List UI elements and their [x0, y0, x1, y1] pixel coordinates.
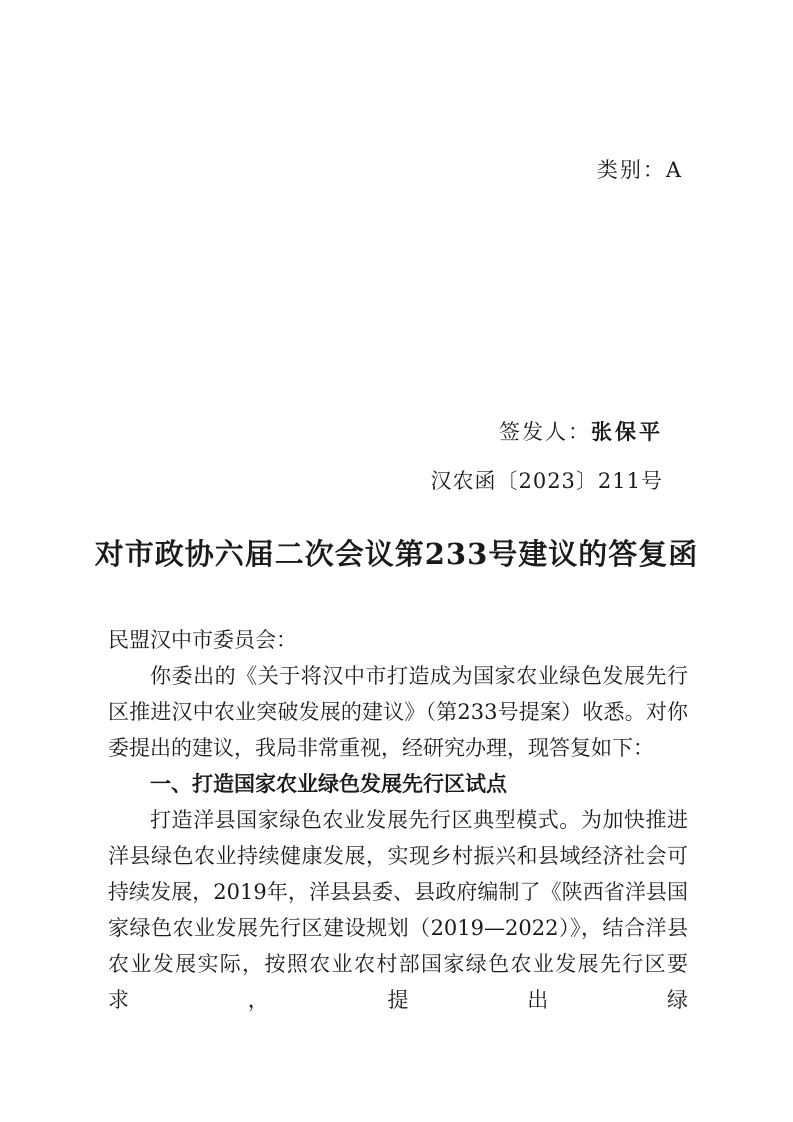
document-title: 对市政协六届二次会议第233号建议的答复函 — [94, 537, 699, 571]
document-body — [108, 622, 688, 1018]
salutation: 民盟汉中市委员会： — [108, 628, 297, 652]
signer-label: 签发人： — [499, 420, 591, 444]
signer-line — [499, 416, 663, 446]
document-number: 汉农函〔2023〕211号 — [430, 469, 663, 493]
paragraph-section-1: 打造洋县国家绿色农业发展先行区典型模式。为加快推进洋县绿色农业持续健康发展，实现乡村振兴和县域经济社会可持续发展，2019年，洋县县委、县政府编制了《陕西省洋县国家绿色农业发展先行区建设规划（2019—2022）》，结合洋县农业发展实际，按照农业农村部国家绿色农业发展先行区要求，提出绿 — [108, 808, 688, 1012]
section-heading-1: 一、打造国家农业绿色发展先行区试点 — [150, 772, 507, 796]
signer-name: 张保平 — [591, 420, 663, 444]
paragraph-intro: 你委出的《关于将汉中市打造成为国家农业绿色发展先行区推进汉中农业突破发展的建议》（第233号提案）收悉。对你委提出的建议，我局非常重视，经研究办理，现答复如下： — [108, 664, 688, 760]
category-label: 类别：A — [596, 158, 683, 182]
